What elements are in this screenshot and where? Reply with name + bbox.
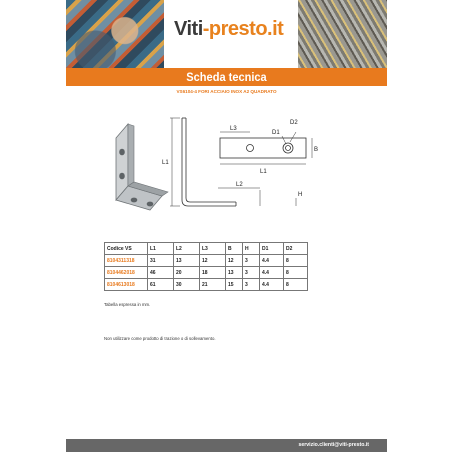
cell-h: 3 — [243, 279, 260, 291]
cell-b: 12 — [226, 255, 243, 267]
col-header-d1: D1 — [260, 243, 284, 255]
table-row — [105, 267, 308, 279]
table-row — [105, 279, 308, 291]
bracket-3d-view — [116, 124, 168, 210]
cell-h: 3 — [243, 267, 260, 279]
col-header-l3: L3 — [200, 243, 226, 255]
product-subtitle: VS6104-4 FORI ACCIAIO INOX A2 QUADRATO — [176, 89, 277, 94]
usage-warning-note: Non utilizzare come prodotto di trazione o di sollevamento. — [104, 336, 216, 341]
dim-d2: D2 — [290, 120, 298, 126]
cell-d1: 4.4 — [260, 279, 284, 291]
brand-logo — [174, 18, 283, 41]
dim-l2: L2 — [236, 182, 243, 188]
dim-d1: D1 — [272, 130, 280, 136]
cell-l2: 20 — [174, 267, 200, 279]
col-header-code: Codice VS — [105, 243, 148, 255]
datasheet-page — [66, 0, 387, 452]
dim-b: B — [314, 147, 319, 153]
col-header-h: H — [243, 243, 260, 255]
cell-l2: 13 — [174, 255, 200, 267]
footer-bar — [66, 439, 387, 452]
cell-l2: 30 — [174, 279, 200, 291]
header-banner — [66, 0, 387, 68]
cell-l3: 18 — [200, 267, 226, 279]
cell-l3: 12 — [200, 255, 226, 267]
sheet-title: Scheda tecnica — [186, 70, 267, 84]
col-header-b: B — [226, 243, 243, 255]
table-header-row — [105, 243, 308, 255]
screws-photo — [298, 0, 387, 68]
cell-code: 8104311318 — [105, 255, 148, 267]
cell-b: 13 — [226, 267, 243, 279]
dim-l1-horizontal: L1 — [260, 169, 267, 175]
cell-d2: 8 — [284, 279, 308, 291]
cell-h: 3 — [243, 255, 260, 267]
cell-d2: 8 — [284, 255, 308, 267]
spec-table — [104, 242, 308, 291]
logo-area — [164, 0, 298, 68]
cell-d1: 4.4 — [260, 267, 284, 279]
col-header-l1: L1 — [148, 243, 174, 255]
cell-l1: 31 — [148, 255, 174, 267]
col-header-d2: D2 — [284, 243, 308, 255]
dim-h: H — [298, 192, 303, 198]
cell-code: 8104462018 — [105, 267, 148, 279]
col-header-l2: L2 — [174, 243, 200, 255]
cell-l1: 46 — [148, 267, 174, 279]
logo-presto: -presto.it — [202, 18, 284, 40]
technical-drawing — [100, 104, 360, 214]
dim-l1-vertical: L1 — [162, 160, 169, 166]
cell-l1: 61 — [148, 279, 174, 291]
cell-d1: 4.4 — [260, 255, 284, 267]
table-row — [105, 255, 308, 267]
logo-viti: Viti — [174, 18, 203, 40]
cell-l3: 21 — [200, 279, 226, 291]
cell-code: 8104613018 — [105, 279, 148, 291]
cell-b: 15 — [226, 279, 243, 291]
table-units-note: Tabella espressa in mm. — [104, 302, 151, 307]
title-bar — [66, 68, 387, 86]
cell-d2: 8 — [284, 267, 308, 279]
bracket-side-view — [170, 118, 236, 206]
tools-photo — [66, 0, 164, 68]
customer-service-email[interactable]: servizio.clienti@viti-presto.it — [298, 442, 369, 448]
dim-l3: L3 — [230, 126, 237, 132]
